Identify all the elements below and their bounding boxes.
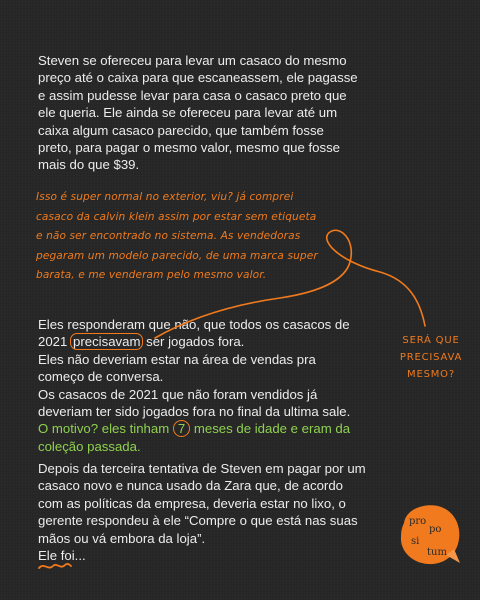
highlighted-line: coleção passada. [38,438,141,454]
text-line: Depois da terceira tentativa de Steven em pagar por um [38,461,366,476]
note-line: casaco da calvin klein assim por estar sem etiqueta [36,210,317,223]
text-line: preço até o caixa para que escaneassem, ele pagasse [38,70,358,86]
text-line: Eles responderam que não, que todos os casacos de [38,317,350,332]
text-line: mais do que $39. [38,157,140,173]
text-line: preto, para pagar o mesmo valor, mesmo que fosse [38,140,340,156]
note-line: pegaram um modelo parecido, de uma marca super [36,249,318,262]
text-line: com as políticas da empresa, deveria estar no lixo, o [38,495,346,511]
note-line: e não ser encontrado no sistema. As vendedoras [36,230,301,243]
text-fragment: O motivo? eles tinham [38,421,173,437]
text-line: Eles não deveriam estar na área de vendas pra [38,351,316,367]
text-line: ele queria. Ele ainda se ofereceu para levar até um [38,105,338,121]
aside-line: SERÁ QUE [402,335,460,346]
aside-line: MESMO? [407,369,455,380]
paragraph-manager [38,460,448,564]
text-fragment: 2021 [38,334,72,350]
sticker-word: si [411,536,420,547]
text-line: começo de conversa. [38,369,164,385]
text-line: mãos ou vá embora da loja”. [38,530,206,546]
text-line: caixa algum casaco parecido, que também fosse [38,122,324,138]
text-fragment: meses de idade e eram da [190,421,351,437]
handwritten-note [36,188,366,286]
text-line: Ele foi... [38,548,86,564]
sticker-word: pro [409,516,427,527]
text-line: deveriam ter sido jogados fora no final da ultima sale. [38,404,351,420]
sticker-word: po [429,524,442,535]
text-line: Steven se ofereceu para levar um casaco do mesmo [38,53,347,68]
note-line: barata, e me venderam pelo mesmo valor. [36,269,267,282]
sticker-word: tum [427,547,447,558]
note-line: Isso é super normal no exterior, viu? já comprei [36,191,294,203]
text-line: e assim pudesse levar para casa o casaco preto que [38,87,347,103]
text-line: gerente respondeu à ele “Compre o que está nas suas [38,513,358,529]
text-line [38,333,448,350]
text-fragment: ser jogados fora. [142,334,245,350]
circled-word-precisavam: precisavam [73,334,141,350]
paragraph-response [38,316,448,455]
paragraph-offer [38,52,448,174]
text-line: casaco novo e nunca usado da Zara que, de acordo [38,478,343,494]
squiggle-underline [38,560,72,572]
text-line: Os casacos de 2021 que não foram vendidos já [38,386,318,402]
aside-line: PRECISAVA [399,352,463,363]
highlighted-line [38,420,448,437]
circled-number-seven: 7 [173,420,190,437]
aside-question [396,332,466,383]
